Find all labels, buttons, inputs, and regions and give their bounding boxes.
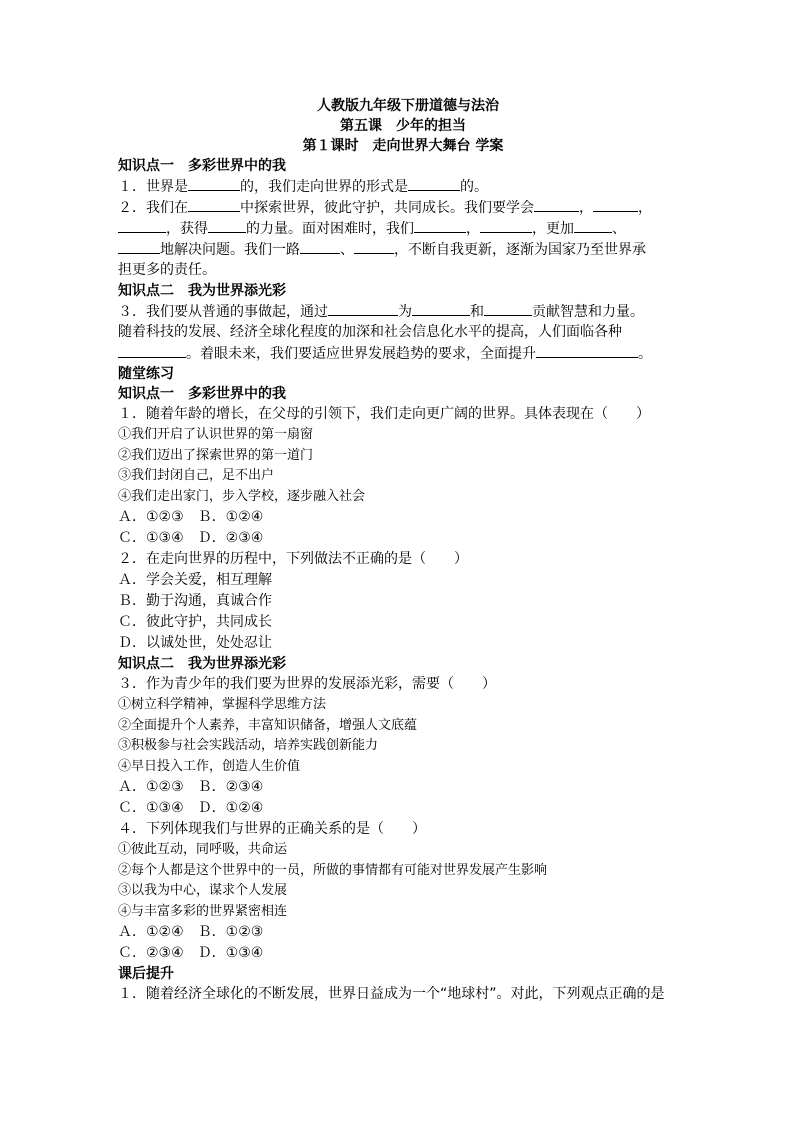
text-segment: 的，我们走向世界的形式是 — [240, 179, 408, 195]
text-segment: 的力量。面对困难时，我们 — [246, 221, 414, 237]
text-segment: ２．我们在 — [118, 200, 188, 216]
blank-line — [188, 197, 240, 212]
choice-line: Ａ．①②④ Ｂ．①②③ — [118, 924, 264, 940]
text-segment: 贡献智慧和力量。 — [532, 304, 644, 320]
text-segment: ，获得 — [166, 221, 208, 237]
text-segment: 。 — [638, 346, 652, 362]
practice-question-4: ４．下列体现我们与世界的正确关系的是（ ） — [118, 821, 426, 837]
option-item: ③以我为中心，谋求个人发展 — [118, 883, 288, 898]
practice-question-1: １．随着年龄的增长，在父母的引领下，我们走向更广阔的世界。具体表现在（ ） — [118, 406, 650, 422]
text-segment: 和 — [470, 304, 484, 320]
question-3-line-1 — [118, 301, 688, 322]
blank-line — [536, 343, 638, 358]
question-2-line-3 — [118, 239, 688, 260]
worksheet — [118, 96, 688, 1005]
text-segment: 地解决问题。我们一路 — [160, 242, 300, 258]
choice-line: Ｂ．勤于沟通，真诚合作 — [118, 593, 272, 609]
question-2-line-1 — [118, 197, 688, 218]
option-item: ②每个人都是这个世界中的一员，所做的事情都有可能对世界发展产生影响 — [118, 862, 548, 878]
text-segment: 为 — [398, 304, 412, 320]
choice-line: Ｃ．①③④ Ｄ．②③④ — [118, 530, 264, 546]
question-3-line-2: 随着科技的发展、经济全球化程度的加深和社会信息化水平的提高，人们面临各种 — [118, 324, 622, 340]
text-segment: 的。 — [460, 179, 488, 195]
choice-line: Ｃ．彼此守护，共同成长 — [118, 614, 272, 630]
blank-line — [412, 301, 470, 316]
blank-line — [208, 218, 246, 233]
option-item: ①树立科学精神，掌握科学思维方法 — [118, 697, 327, 712]
blank-line — [414, 218, 466, 233]
blank-line — [593, 197, 638, 212]
blank-line — [574, 218, 612, 233]
option-item: ④早日投入工作，创造人生价值 — [118, 758, 301, 774]
blank-line — [300, 239, 340, 254]
question-3-line-3 — [118, 343, 688, 364]
option-item: ②我们迈出了探索世界的第一道门 — [118, 447, 314, 463]
practice-question-2: ２．在走向世界的历程中，下列做法不正确的是（ ） — [118, 551, 468, 567]
section-heading-practice: 随堂练习 — [118, 366, 174, 382]
choice-line: Ｄ．以诚处世，处处忍让 — [118, 635, 272, 651]
option-item: ①彼此互动，同呼吸，共命运 — [118, 842, 288, 857]
text-segment: １．世界是 — [118, 179, 188, 195]
option-item: ④与丰富多彩的世界紧密相连 — [118, 903, 288, 919]
section-heading-practice-kp2: 知识点二 我为世界添光彩 — [118, 656, 286, 672]
text-segment: ，不断自我更新，逐渐为国家乃至世界承 — [394, 242, 646, 258]
text-segment: 中探索世界，彼此守护，共同成长。我们要学会 — [240, 200, 534, 216]
blank-line — [118, 343, 186, 358]
option-item: ③积极参与社会实践活动，培养实践创新能力 — [118, 738, 379, 753]
text-segment: ， — [466, 221, 480, 237]
option-item: ③我们封闭自己，足不出户 — [118, 468, 275, 483]
lesson-title: 第五课 少年的担当 — [340, 118, 466, 134]
blank-line — [118, 239, 160, 254]
choice-line: Ａ．①②③ Ｂ．②③④ — [118, 779, 264, 795]
choice-line: Ｃ．①③④ Ｄ．①②④ — [118, 800, 264, 816]
text-segment: ， — [638, 200, 652, 216]
question-2-line-4: 担更多的责任。 — [118, 262, 216, 278]
text-segment: 。着眼未来，我们要适应世界发展趋势的要求，全面提升 — [186, 346, 536, 362]
blank-line — [484, 301, 532, 316]
after-class-question-1: １．随着经济全球化的不断发展，世界日益成为一个“地球村”。对此，下列观点正确的是 — [118, 986, 665, 1002]
blank-line — [328, 301, 398, 316]
choice-line: Ａ．①②③ Ｂ．①②④ — [118, 509, 264, 525]
section-heading-practice-kp1: 知识点一 多彩世界中的我 — [118, 386, 286, 402]
blank-line — [408, 176, 460, 191]
choice-line: Ａ．学会关爱，相互理解 — [118, 572, 272, 588]
section-heading-kp2: 知识点二 我为世界添光彩 — [118, 283, 286, 299]
blank-line — [118, 218, 166, 233]
choice-line: Ｃ．②③④ Ｄ．①③④ — [118, 945, 264, 961]
practice-question-3: ３．作为青少年的我们要为世界的发展添光彩，需要（ ） — [118, 676, 496, 692]
text-segment: 、 — [340, 242, 354, 258]
period-title: 第１课时 走向世界大舞台 学案 — [302, 138, 504, 154]
blank-line — [188, 176, 240, 191]
blank-line — [354, 239, 394, 254]
question-1-line — [118, 176, 688, 197]
text-segment: 、 — [612, 221, 626, 237]
document-title: 人教版九年级下册道德与法治 — [317, 98, 499, 114]
text-segment: ， — [579, 200, 593, 216]
text-segment: ３．我们要从普通的事做起，通过 — [118, 304, 328, 320]
option-item: ②全面提升个人素养，丰富知识储备，增强人文底蕴 — [118, 717, 418, 733]
blank-line — [480, 218, 532, 233]
section-heading-after-class: 课后提升 — [118, 966, 174, 982]
section-heading-kp1: 知识点一 多彩世界中的我 — [118, 158, 286, 174]
question-2-line-2 — [118, 218, 688, 239]
text-segment: ，更加 — [532, 221, 574, 237]
blank-line — [534, 197, 579, 212]
option-item: ④我们走出家门，步入学校，逐步融入社会 — [118, 488, 366, 504]
option-item: ①我们开启了认识世界的第一扇窗 — [118, 427, 314, 442]
